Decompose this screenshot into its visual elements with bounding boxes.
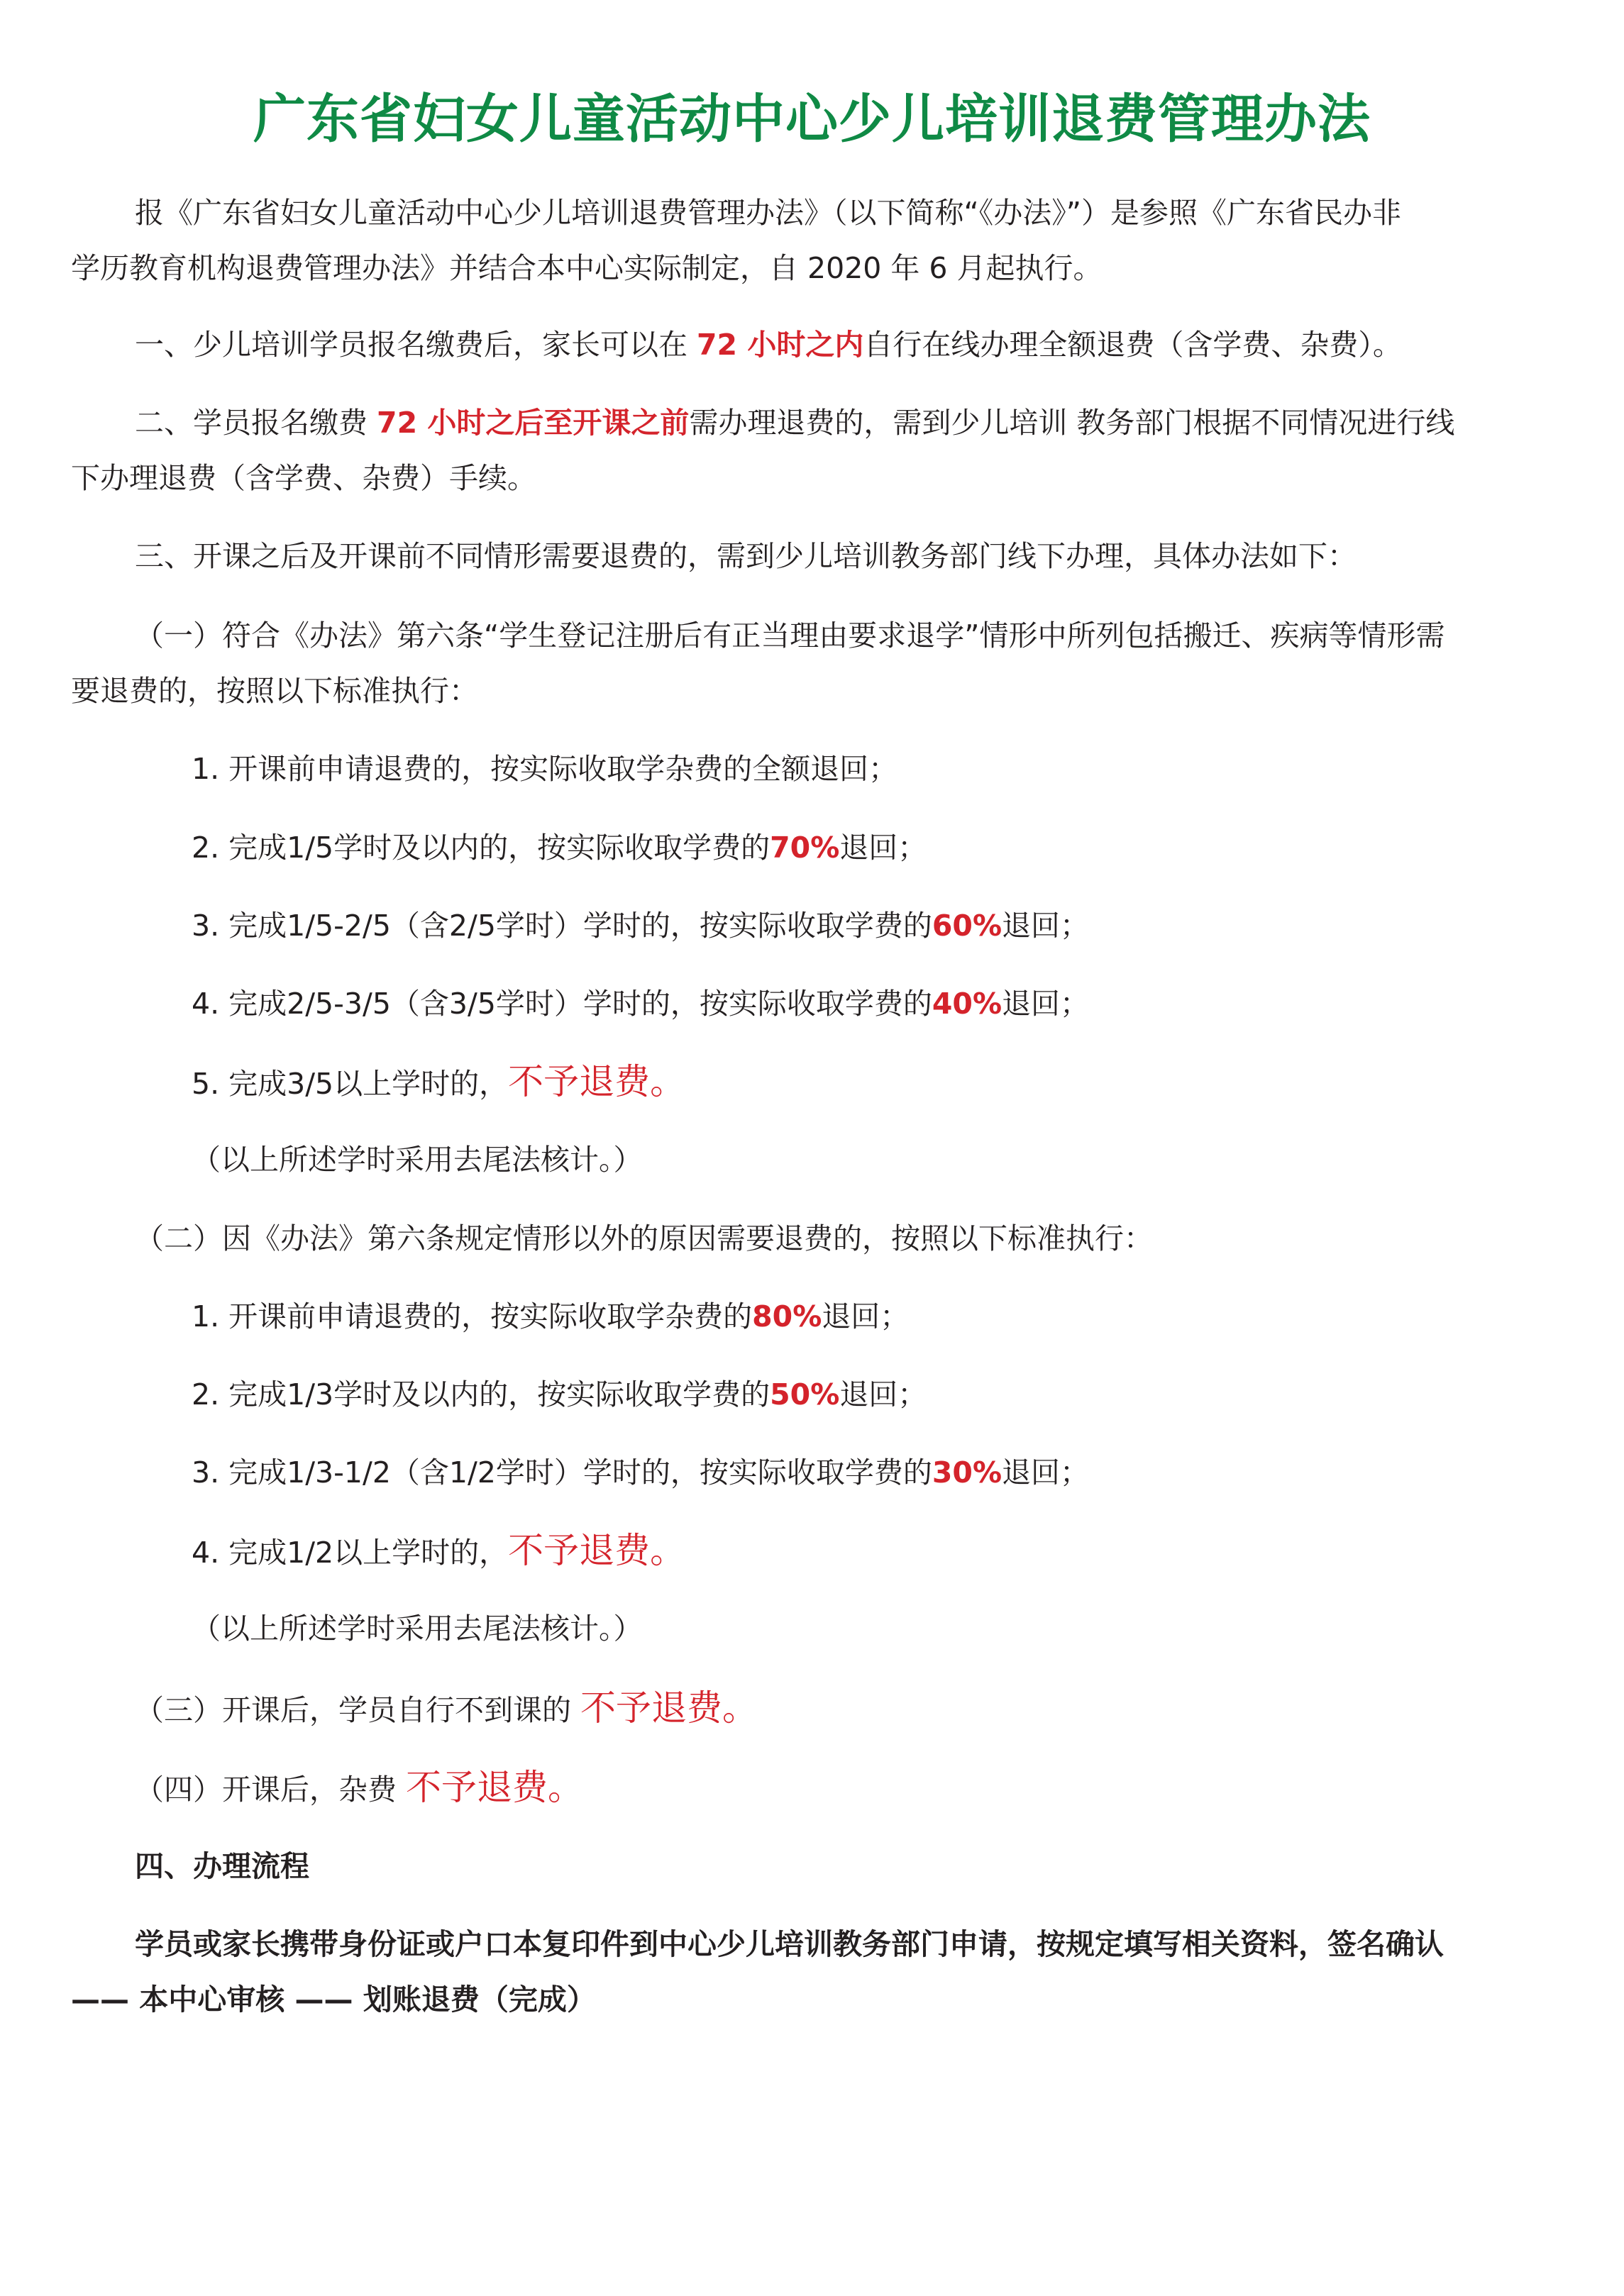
section-1-highlight: 72 小时之内 [697, 328, 864, 362]
item-percent: 40% [932, 987, 1002, 1021]
item-post: 退回； [839, 1377, 927, 1412]
subsection-1-item [192, 1055, 685, 1111]
item-post: 退回； [1002, 1455, 1090, 1490]
subsection-4 [135, 1760, 583, 1817]
subsection-2-line-1: （二）因《办法》第六条规定情形以外的原因需要退费的，按照以下标准执行： [135, 1221, 1153, 1255]
no-refund-text: 不予退费。 [406, 1767, 584, 1808]
item-text: 5. 完成3/5以上学时的， [192, 1067, 509, 1101]
no-refund-text: 不予退费。 [580, 1687, 758, 1729]
section-2-highlight: 72 小时之后至开课之前 [377, 406, 690, 440]
item-post: 退回； [1002, 909, 1090, 943]
item-text: 4. 完成2/5-3/5（含3/5学时）学时的，按实际收取学费的 [192, 987, 932, 1021]
document-title: 广东省妇女儿童活动中心少儿培训退费管理办法 [253, 89, 1371, 150]
item-text: 3. 完成1/5-2/5（含2/5学时）学时的，按实际收取学费的 [192, 909, 932, 943]
item-percent: 70% [770, 831, 840, 865]
note-1: （以上所述学时采用去尾法核计。） [192, 1143, 643, 1177]
item-text: 2. 完成1/5学时及以内的，按实际收取学费的 [192, 831, 770, 865]
subsection-2-item [192, 1446, 1089, 1499]
section-2-post: 需办理退费的，需到少儿培训 教务部门根据不同情况进行线 [689, 406, 1455, 440]
section-2 [135, 396, 1454, 450]
subsection-4-text: （四）开课后，杂费 [135, 1773, 407, 1807]
item-text: 2. 完成1/3学时及以内的，按实际收取学费的 [192, 1377, 770, 1412]
item-percent: 60% [932, 909, 1002, 943]
subsection-1-line-2: 要退费的，按照以下标准执行： [71, 674, 478, 708]
subsection-1-item [192, 899, 1089, 953]
item-percent: 80% [752, 1299, 822, 1333]
subsection-1-item [192, 977, 1089, 1031]
item-text: 1. 开课前申请退费的，按实际收取学杂费的全额退回； [192, 752, 898, 786]
item-text: 3. 完成1/3-1/2（含1/2学时）学时的，按实际收取学费的 [192, 1455, 932, 1490]
item-post: 退回； [822, 1299, 910, 1333]
item-percent: 50% [770, 1377, 840, 1412]
section-4-heading: 四、办理流程 [135, 1849, 309, 1883]
section-1-pre: 一、少儿培训学员报名缴费后，家长可以在 [135, 328, 697, 362]
subsection-1-line-1: （一）符合《办法》第六条“学生登记注册后有正当理由要求退学”情形中所列包括搬迁、疾病等情形需 [135, 619, 1445, 653]
item-post: 退回； [1002, 987, 1090, 1021]
subsection-2-item [192, 1368, 927, 1421]
section-3: 三、开课之后及开课前不同情形需要退费的，需到少儿培训教务部门线下办理，具体办法如下： [135, 539, 1357, 573]
note-2: （以上所述学时采用去尾法核计。） [192, 1612, 643, 1646]
subsection-3 [135, 1681, 758, 1737]
section-2-line-2: 下办理退费（含学费、杂费）手续。 [71, 461, 536, 495]
item-text: 4. 完成1/2以上学时的， [192, 1536, 509, 1570]
section-1 [135, 318, 1402, 372]
section-2-pre: 二、学员报名缴费 [135, 406, 377, 440]
subsection-1-item [192, 821, 927, 875]
section-4-line-2: —— 本中心审核 —— 划账退费（完成） [71, 1982, 596, 2017]
intro-line-1: 报《广东省妇女儿童活动中心少儿培训退费管理办法》（以下简称“《办法》”）是参照《广东省民办非 [135, 196, 1401, 230]
no-refund-text: 不予退费。 [508, 1061, 686, 1102]
item-text: 1. 开课前申请退费的，按实际收取学杂费的 [192, 1299, 753, 1333]
subsection-3-text: （三）开课后，学员自行不到课的 [135, 1693, 581, 1727]
item-post: 退回； [839, 831, 927, 865]
subsection-2-item [192, 1524, 685, 1580]
intro-line-2: 学历教育机构退费管理办法》并结合本中心实际制定，自 2020 年 6 月起执行。 [71, 251, 1103, 285]
subsection-1-item [192, 742, 897, 796]
item-percent: 30% [932, 1455, 1002, 1490]
section-4-line-1: 学员或家长携带身份证或户口本复印件到中心少儿培训教务部门申请，按规定填写相关资料，签名确认 [135, 1927, 1444, 1961]
section-1-post: 自行在线办理全额退费（含学费、杂费）。 [863, 328, 1402, 362]
no-refund-text: 不予退费。 [508, 1530, 686, 1571]
subsection-2-item [192, 1290, 909, 1343]
